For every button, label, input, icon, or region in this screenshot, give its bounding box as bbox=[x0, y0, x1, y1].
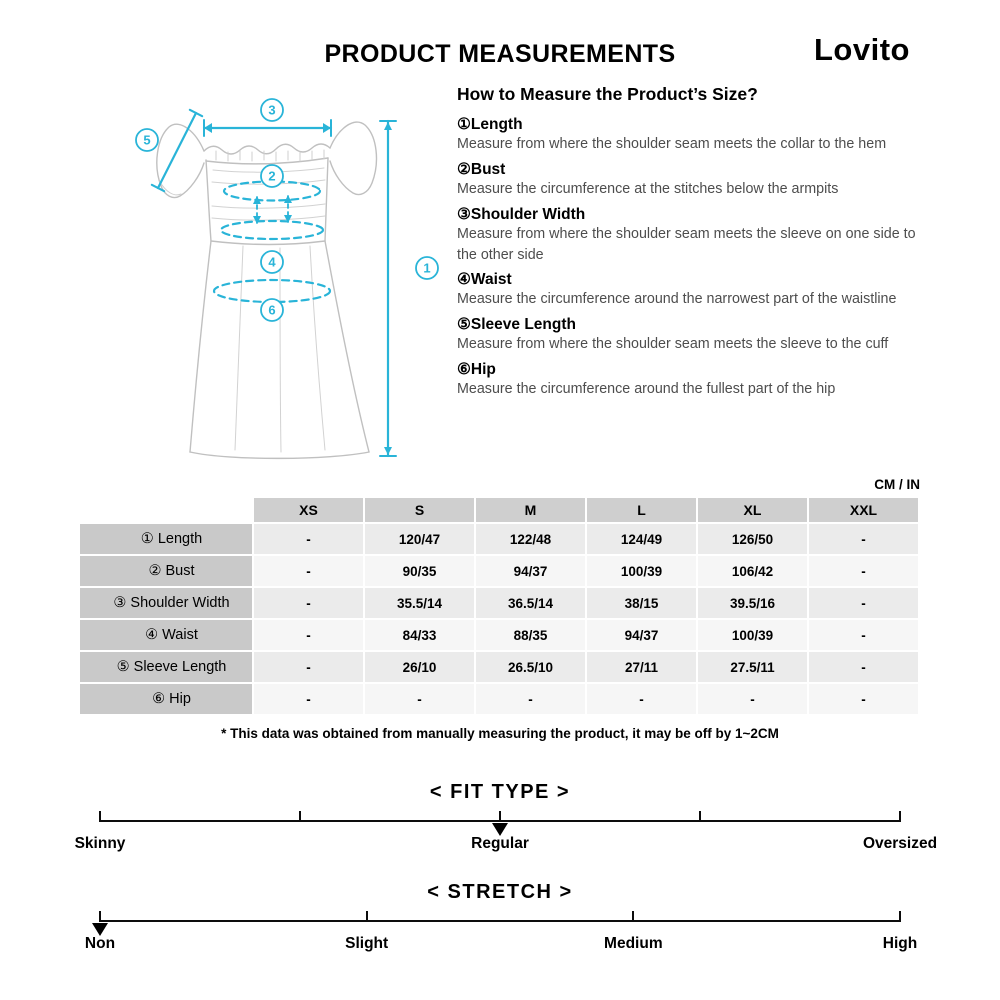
row-label-cell: ⑤ Sleeve Length bbox=[80, 652, 252, 682]
size-value-cell: - bbox=[809, 588, 918, 618]
scale-title: < FIT TYPE > bbox=[429, 781, 571, 803]
scale-label: Slight bbox=[345, 935, 389, 952]
callout-number: 6 bbox=[268, 302, 276, 318]
scale-label: Oversized bbox=[862, 835, 938, 852]
size-table-row bbox=[80, 620, 918, 650]
how-to-title: How to Measure the Product’s Size? bbox=[457, 84, 758, 104]
how-to-section bbox=[457, 84, 933, 400]
measurement-annotations bbox=[152, 110, 396, 456]
scale-tick bbox=[899, 811, 901, 822]
size-value-cell: 126/50 bbox=[698, 524, 807, 554]
how-to-item-label: ①Length bbox=[457, 116, 523, 133]
scale-tick bbox=[299, 811, 301, 822]
size-value-cell: - bbox=[809, 652, 918, 682]
size-value-cell: - bbox=[809, 524, 918, 554]
how-to-item-desc: Measure from where the shoulder seam meets the sleeve to the cuff bbox=[457, 336, 889, 353]
callout-number: 1 bbox=[423, 260, 431, 276]
size-value-cell: 26/10 bbox=[365, 652, 474, 682]
how-to-item bbox=[457, 205, 933, 266]
row-label-cell: ② Bust bbox=[80, 556, 252, 586]
size-value-cell: - bbox=[587, 684, 696, 714]
scale-label: High bbox=[882, 935, 918, 952]
shoulder-width-measure-line bbox=[204, 120, 331, 136]
how-to-item bbox=[457, 160, 933, 200]
dress-measurement-diagram bbox=[118, 86, 463, 471]
size-value-cell: 100/39 bbox=[587, 556, 696, 586]
size-table-row bbox=[80, 556, 918, 586]
scale-tick bbox=[499, 811, 501, 822]
callout-number: 5 bbox=[143, 132, 151, 148]
size-column-header: XL bbox=[698, 498, 807, 522]
size-value-cell: - bbox=[809, 684, 918, 714]
size-value-cell: - bbox=[254, 652, 363, 682]
size-value-cell: - bbox=[254, 524, 363, 554]
scale-block bbox=[0, 781, 1000, 855]
scales-section bbox=[0, 781, 1000, 955]
size-value-cell: 100/39 bbox=[698, 620, 807, 650]
size-table-row bbox=[80, 588, 918, 618]
size-value-cell: 94/37 bbox=[476, 556, 585, 586]
size-column-header: S bbox=[365, 498, 474, 522]
how-to-item-label: ③Shoulder Width bbox=[457, 205, 586, 223]
scale-labels bbox=[74, 835, 938, 855]
size-column-header: M bbox=[476, 498, 585, 522]
size-value-cell: - bbox=[809, 620, 918, 650]
size-value-cell: - bbox=[254, 684, 363, 714]
size-value-cell: - bbox=[365, 684, 474, 714]
measure-callout-1 bbox=[416, 257, 438, 279]
size-value-cell: 27/11 bbox=[587, 652, 696, 682]
corner-cell bbox=[80, 498, 252, 522]
size-value-cell: - bbox=[476, 684, 585, 714]
how-to-item-label: ④Waist bbox=[457, 271, 512, 289]
measure-callout-2 bbox=[261, 165, 283, 187]
how-to-item-desc: Measure the circumference around the fullest part of the hip bbox=[457, 381, 836, 398]
scale-track bbox=[100, 820, 900, 822]
measure-callout-6 bbox=[261, 299, 283, 321]
size-value-cell: 38/15 bbox=[587, 588, 696, 618]
size-column-header: L bbox=[587, 498, 696, 522]
how-to-item-desc: Measure the circumference at the stitches below the armpits bbox=[457, 180, 839, 197]
scale-tick bbox=[899, 911, 901, 922]
measure-callout-3 bbox=[261, 99, 283, 121]
size-value-cell: 26.5/10 bbox=[476, 652, 585, 682]
row-label-cell: ⑥ Hip bbox=[80, 684, 252, 714]
size-value-cell: 106/42 bbox=[698, 556, 807, 586]
page-title: PRODUCT MEASUREMENTS bbox=[324, 40, 676, 68]
how-to-item-label: ⑥Hip bbox=[457, 361, 496, 379]
scale-tick bbox=[699, 811, 701, 822]
scale-block bbox=[0, 881, 1000, 955]
size-column-header: XS bbox=[254, 498, 363, 522]
size-value-cell: 88/35 bbox=[476, 620, 585, 650]
how-to-item bbox=[457, 360, 933, 400]
size-value-cell: - bbox=[254, 620, 363, 650]
size-value-cell: 84/33 bbox=[365, 620, 474, 650]
table-footnote: * This data was obtained from manually measuring the product, it may be off by 1~2CM bbox=[221, 726, 779, 741]
brand-logo: Lovito bbox=[814, 32, 910, 67]
callout-number: 4 bbox=[268, 254, 276, 270]
how-to-item bbox=[457, 315, 933, 355]
scale-label: Regular bbox=[471, 835, 529, 852]
scale-tick bbox=[632, 911, 634, 922]
how-to-list bbox=[457, 115, 933, 400]
size-value-cell: 122/48 bbox=[476, 524, 585, 554]
length-measure-line bbox=[380, 121, 396, 456]
scale-track bbox=[100, 920, 900, 922]
how-to-item-desc: Measure the circumference around the narrowest part of the waistline bbox=[457, 291, 897, 308]
scale-label: Medium bbox=[604, 935, 663, 952]
size-value-cell: 36.5/14 bbox=[476, 588, 585, 618]
size-column-header: XXL bbox=[809, 498, 918, 522]
size-value-cell: 94/37 bbox=[587, 620, 696, 650]
how-to-item bbox=[457, 115, 933, 155]
measure-callout-4 bbox=[261, 251, 283, 273]
size-value-cell: 27.5/11 bbox=[698, 652, 807, 682]
how-to-item-desc: Measure from where the shoulder seam meets the collar to the hem bbox=[457, 136, 887, 152]
size-value-cell: - bbox=[809, 556, 918, 586]
scale-label: Non bbox=[84, 935, 116, 952]
scale-tick bbox=[99, 811, 101, 822]
scale-tick bbox=[99, 911, 101, 922]
size-table-row bbox=[80, 524, 918, 554]
size-value-cell: - bbox=[254, 588, 363, 618]
scale-labels bbox=[84, 935, 918, 955]
scale-title: < STRETCH > bbox=[427, 881, 573, 903]
scale-label: Skinny bbox=[74, 835, 126, 852]
size-table-row bbox=[80, 684, 918, 714]
size-value-cell: 35.5/14 bbox=[365, 588, 474, 618]
size-value-cell: - bbox=[698, 684, 807, 714]
row-label-cell: ④ Waist bbox=[80, 620, 252, 650]
size-table bbox=[78, 496, 920, 716]
row-label-cell: ① Length bbox=[80, 524, 252, 554]
how-to-item-label: ②Bust bbox=[457, 160, 506, 178]
size-value-cell: 39.5/16 bbox=[698, 588, 807, 618]
waist-measure-ellipse bbox=[221, 221, 323, 239]
size-table-row bbox=[80, 652, 918, 682]
size-table-header-row bbox=[80, 498, 918, 522]
callout-number: 3 bbox=[268, 102, 276, 118]
how-to-item-desc: Measure from where the shoulder seam meets the sleeve on one side to the other side bbox=[457, 225, 916, 263]
scale-tick bbox=[366, 911, 368, 922]
size-value-cell: - bbox=[254, 556, 363, 586]
size-value-cell: 120/47 bbox=[365, 524, 474, 554]
how-to-item-label: ⑤Sleeve Length bbox=[457, 316, 576, 334]
measure-callout-5 bbox=[136, 129, 158, 151]
diagram-callouts bbox=[136, 99, 438, 321]
unit-label: CM / IN bbox=[874, 477, 920, 492]
size-value-cell: 124/49 bbox=[587, 524, 696, 554]
row-label-cell: ③ Shoulder Width bbox=[80, 588, 252, 618]
how-to-item bbox=[457, 270, 933, 310]
callout-number: 2 bbox=[268, 168, 276, 184]
size-value-cell: 90/35 bbox=[365, 556, 474, 586]
